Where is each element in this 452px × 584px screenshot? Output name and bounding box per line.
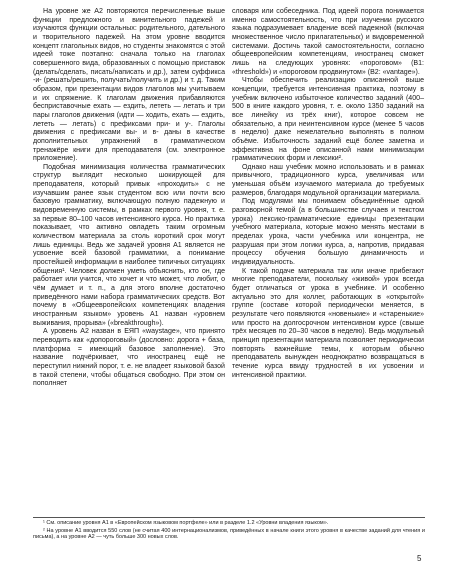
- footnote: ¹ См. описание уровня А1 в «Европейском языковом портфеле» или в разделе 1.2 «Уровни владения языком».: [43, 520, 329, 526]
- paragraph: словаря или собеседника. Под идеей порога понимается именно самостоятельность, что при изучении русского языка подразумевает владение всей падежной (включая множественное число прилагательных) и видовременной системами. Достичь такой самостоятельности, согласно общеевропейским компетенциям, иностранец сможет лишь на следующих уровнях: «пороговом» (B1: «threshold») и «пороговом продвинутом» (B2: «vantage»).: [232, 8, 424, 76]
- left-column: [33, 8, 225, 389]
- paragraph: На уровне же А2 повторяются перечисленные выше функции предложного и винительного падежей и изучаются функции остальных: родительного, дательного и творительного падежей. На этом уровне вводится концепт глагольных видов, но студенты знакомятся с этой идеей тоже поэтапно: сначала только на глаголах совершенного вида, образованных с помощью приставок (делать/сделать, писать/написать и др.), затем суффикса -и- (решать/решить, получать/получить и др.) и т. д. Таким образом, при презентации видов глаголов мы учитываем и их спряжение. К глаголам движения прибавляются бесприставочные ехать — ездить, лететь — летать и три пары глаголов движения (идти — ходить, ехать — ездить, лететь — летать) с префиксами при- и у-. Глаголы движения с префиксами вы- и в- даны в качестве дополнительных упражнений в грамматическом тренажёре книги для преподавателя (см. электронное приложение).: [33, 8, 225, 163]
- right-column: [232, 8, 424, 380]
- paragraph: Под модулями мы понимаем объединённые одной разговорной темой (а в большинстве случаев и текстом урока) лексико-грамматические единицы презентации учебного материала, которые можно менять местами в пределах урока, части учебника или концентра, не разрушая при этом логики курса, а, напротив, придавая процессу обучения большую динамичность и индивидуальность.: [232, 198, 424, 267]
- paragraph: Чтобы обеспечить реализацию описанной выше концепции, требуется интенсивная практика, поэтому в учебник включено избыточное количество заданий (400–500 в книге каждого уровня, т. е. около 1350 заданий на все линейку из трёх книг), которое совсем не обязательно, а при неинтенсивном курсе (менее 5 часов в неделю) даже нежелательно выполнять в полном объёме. Избыточность заданий ещё более заметна и эффективна на фоне описанной нами минимизации грамматических форм и лексики².: [232, 77, 424, 163]
- paragraph: Однако наш учебник можно использовать и в рамках привычного, традиционного курса, увеличивая или уменьшая объём изучаемого материала до требуемых размеров, благодаря модульной организации материала.: [232, 163, 424, 197]
- paragraph: К такой подаче материала так или иначе прибегают многие преподаватели, поскольку «живой» урок всегда будет отличаться от урока в учебнике. И особенно актуально это для коллег, работающих в «открытой» группе (составе которой периодически меняется, в результате чего появляются «новенькие» и «старенькие» или просто на долгосрочном интенсивном курсе (свыше трёх месяцев по 20–30 часов в неделю). Ведь модульный принцип презентации материала позволяет периодически повторять важнейшие темы, к которым обычно преподаватель вынужден неоднократно возвращаться в течение курса ввиду трудностей в их усвоении и интенсивной практики.: [232, 267, 424, 379]
- paragraph: Подобная минимизация количества грамматических структур выглядит несколько шокирующей для преподавателя, который привык «проходить» с не изучавшим ранее язык студентом всю или почти всю базовую грамматику, включающую полную падежную и видовременную системы, в рамках первого уровня, т. е. за первые 80–100 часов интенсивного курса. Но практика показывает, что активно овладеть таким огромным количеством материала за столь короткий срок могут лишь единицы. Ведь же задачей уровня А1 является не усвоение всей базовой грамматики, а понимание простейшей информации в наиболее типичных ситуациях общения¹. Человек должен уметь объяснить, кто он, где работает или учится, что хочет и что может, что любит, о чём думает и т. п., а для этого вполне достаточно приведённого нами набора грамматических средств. Вот почему в «Общеевропейских компетенциях владения иностранным языком» уровень А1 назван «уровнем выживания, прорыва» («breakthrough»).: [33, 163, 225, 327]
- footnotes: [33, 517, 425, 542]
- paragraph: А уровень А2 назван в ЕЯП «waystage», что принято переводить как «допороговый» (дословно: дорога + база, платформа = имеющий базовое заполнение). Это название подчёркивает, что иностранец ещё не переступил нижний порог, т. е. не владеет языковой базой в такой степени, чтобы общаться свободно. При этом он пополняет: [33, 328, 225, 388]
- footnote: ² На уровне А1 вводится 550 слов (не считая 400 интернационализмов, приведённых в начале книги этого уровня в качестве заданий для чтения и письма), а на уровне А2 — чуть больше 300 новых слов.: [33, 527, 425, 541]
- page-number: 5: [417, 554, 422, 563]
